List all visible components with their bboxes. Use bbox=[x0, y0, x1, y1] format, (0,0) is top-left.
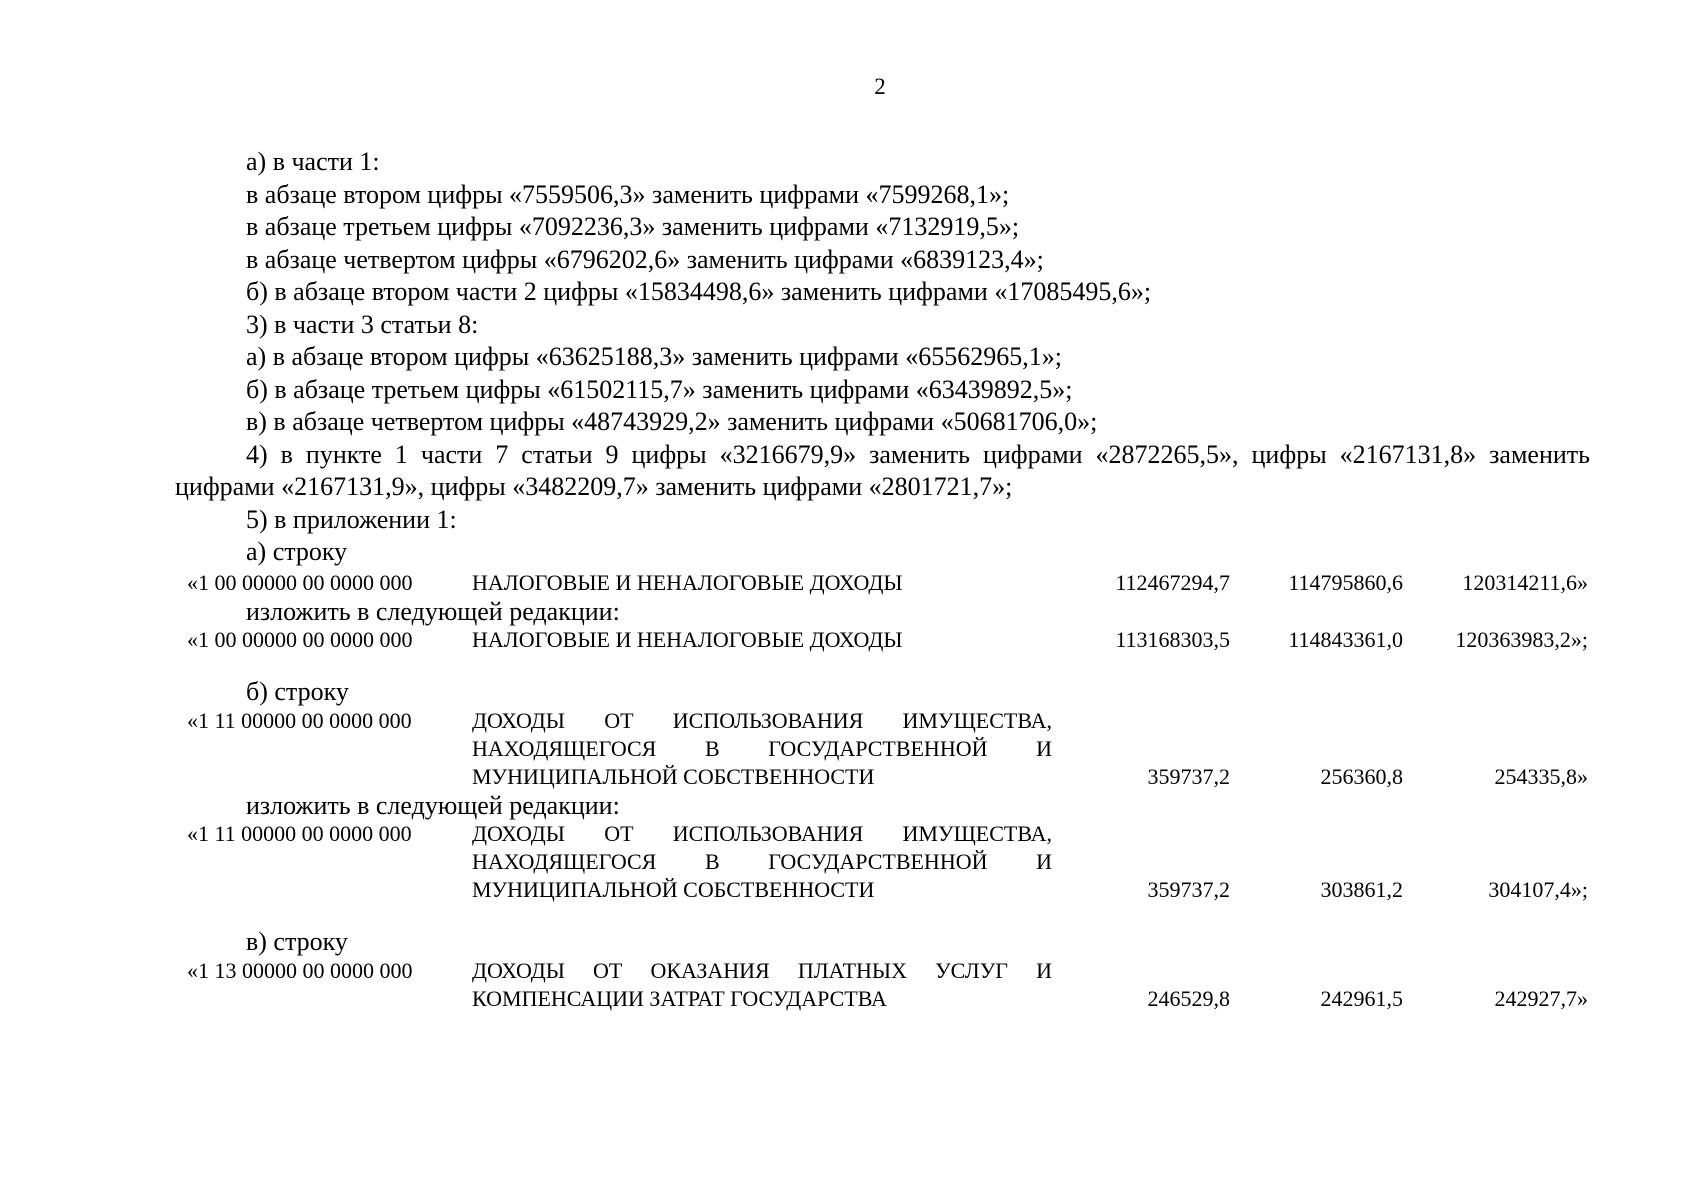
income-name-line: ДОХОДЫ ОТ ИСПОЛЬЗОВАНИЯ ИМУЩЕСТВА, bbox=[472, 820, 1052, 846]
paragraph: в абзаце третьем цифры «7092236,3» заменить цифрами «7132919,5»; bbox=[246, 212, 1020, 241]
paragraph: а) в абзаце втором цифры «63625188,3» заменить цифрами «65562965,1»; bbox=[246, 342, 1062, 371]
budget-code: «1 00 00000 00 0000 000 bbox=[187, 626, 413, 652]
value-year-3: 242927,7» bbox=[1494, 985, 1588, 1011]
document-body bbox=[175, 146, 1590, 1013]
income-name bbox=[472, 626, 1052, 654]
value-year-2: 114795860,6 bbox=[1288, 569, 1403, 595]
income-name bbox=[472, 707, 1052, 791]
value-year-2: 256360,8 bbox=[1320, 763, 1403, 789]
income-name bbox=[472, 957, 1052, 1013]
income-name bbox=[472, 820, 1052, 904]
income-name bbox=[472, 569, 1052, 597]
value-year-3: 120314211,6» bbox=[1462, 569, 1588, 595]
replace-instruction: изложить в следующей редакции: bbox=[246, 596, 620, 626]
budget-code: «1 11 00000 00 0000 000 bbox=[187, 707, 412, 733]
section-a-old-row bbox=[175, 569, 1590, 597]
section-c-old-row bbox=[175, 957, 1590, 1013]
section-a-new-row bbox=[175, 626, 1590, 654]
value-year-1: 359737,2 bbox=[1147, 876, 1230, 902]
value-year-2: 303861,2 bbox=[1320, 876, 1403, 902]
section-b-new-row bbox=[175, 820, 1590, 904]
budget-code: «1 00 00000 00 0000 000 bbox=[187, 569, 413, 595]
income-name-line: МУНИЦИПАЛЬНОЙ СОБСТВЕННОСТИ bbox=[472, 763, 875, 789]
budget-code: «1 13 00000 00 0000 000 bbox=[187, 957, 413, 983]
section-b-intro: б) строку bbox=[246, 676, 349, 706]
value-year-1: 112467294,7 bbox=[1115, 569, 1230, 595]
income-name-line: НАЛОГОВЫЕ И НЕНАЛОГОВЫЕ ДОХОДЫ bbox=[472, 569, 903, 595]
paragraph: б) в абзаце третьем цифры «61502115,7» заменить цифрами «63439892,5»; bbox=[246, 374, 1073, 404]
value-year-1: 359737,2 bbox=[1147, 763, 1230, 789]
paragraph: в абзаце четвертом цифры «6796202,6» заменить цифрами «6839123,4»; bbox=[246, 244, 1044, 274]
income-name-line: ДОХОДЫ ОТ ИСПОЛЬЗОВАНИЯ ИМУЩЕСТВА, bbox=[472, 707, 1052, 733]
value-year-3: 120363983,2»; bbox=[1455, 626, 1588, 652]
income-name-line: ДОХОДЫ ОТ ОКАЗАНИЯ ПЛАТНЫХ УСЛУГ И bbox=[472, 957, 1052, 983]
section-b-old-row bbox=[175, 707, 1590, 791]
income-name-line: КОМПЕНСАЦИИ ЗАТРАТ ГОСУДАРСТВА bbox=[472, 985, 887, 1011]
budget-code: «1 11 00000 00 0000 000 bbox=[187, 820, 412, 846]
paragraph: 5) в приложении 1: bbox=[246, 504, 457, 534]
income-name-line: НАХОДЯЩЕГОСЯ В ГОСУДАРСТВЕННОЙ И bbox=[472, 848, 1052, 874]
paragraph: в абзаце втором цифры «7559506,3» заменить цифрами «7599268,1»; bbox=[246, 179, 1010, 209]
value-year-2: 242961,5 bbox=[1320, 985, 1403, 1011]
page-number: 2 bbox=[874, 74, 886, 99]
value-year-1: 246529,8 bbox=[1147, 985, 1230, 1011]
value-year-1: 113168303,5 bbox=[1115, 626, 1230, 652]
income-name-line: НАХОДЯЩЕГОСЯ В ГОСУДАРСТВЕННОЙ И bbox=[472, 735, 1052, 761]
paragraph: 3) в части 3 статьи 8: bbox=[246, 309, 479, 339]
income-name-line: НАЛОГОВЫЕ И НЕНАЛОГОВЫЕ ДОХОДЫ bbox=[472, 626, 903, 652]
income-name-line: МУНИЦИПАЛЬНОЙ СОБСТВЕННОСТИ bbox=[472, 876, 875, 902]
paragraph: б) в абзаце втором части 2 цифры «15834498,6» заменить цифрами «17085495,6»; bbox=[246, 277, 1152, 306]
replace-instruction: изложить в следующей редакции: bbox=[246, 790, 620, 820]
value-year-3: 254335,8» bbox=[1494, 763, 1588, 789]
section-c-intro: в) строку bbox=[246, 926, 348, 956]
paragraph: а) в части 1: bbox=[246, 147, 380, 176]
paragraph: 4) в пункте 1 части 7 статьи 9 цифры «3216679,9» заменить цифрами «2872265,5», цифры «2167131,8» заменить цифрами «2167131,9», цифры «3482209,7» заменить цифрами «2801721,7»; bbox=[175, 439, 1590, 501]
value-year-3: 304107,4»; bbox=[1488, 876, 1588, 902]
paragraph: в) в абзаце четвертом цифры «48743929,2» заменить цифрами «50681706,0»; bbox=[246, 407, 1098, 436]
section-a-intro: а) строку bbox=[246, 537, 348, 566]
value-year-2: 114843361,0 bbox=[1288, 626, 1403, 652]
